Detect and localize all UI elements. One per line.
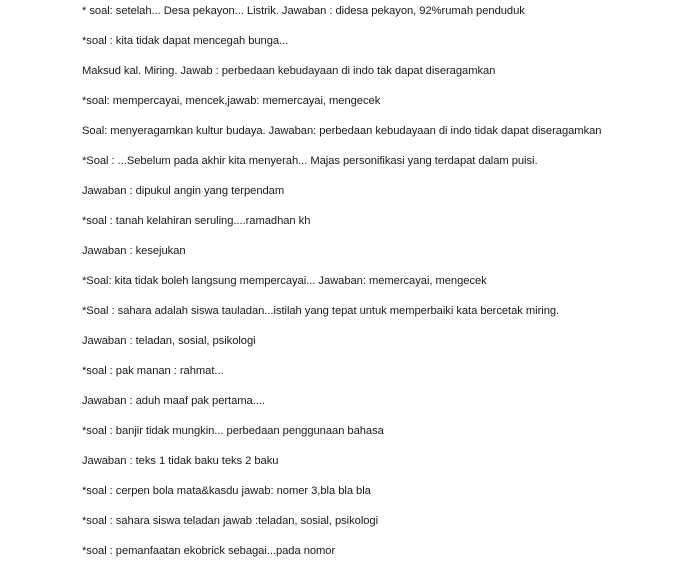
text-line: *soal : sahara siswa teladan jawab :teladan, sosial, psikologi <box>82 515 379 527</box>
text-line: Soal: menyeragamkan kultur budaya. Jawaban: perbedaan kebudayaan di indo tidak dapat diseragamkan <box>82 125 602 137</box>
text-line: *soal : tanah kelahiran seruling....ramadhan kh <box>82 215 311 227</box>
text-line: *Soal : sahara adalah siswa tauladan...istilah yang tepat untuk memperbaiki kata bercetak miring. <box>82 305 560 317</box>
text-line: *soal : pak manan : rahmat... <box>82 365 224 377</box>
text-line: *soal : cerpen bola mata&kasdu jawab: nomer 3,bla bla bla <box>82 485 371 497</box>
text-line: *Soal : ...Sebelum pada akhir kita menyerah... Majas personifikasi yang terdapat dalam puisi. <box>82 155 538 167</box>
text-line: Jawaban : teladan, sosial, psikologi <box>82 335 256 347</box>
text-line: Jawaban : kesejukan <box>82 245 186 257</box>
text-line: *Soal: kita tidak boleh langsung mempercayai... Jawaban: memercayai, mengecek <box>82 275 487 287</box>
text-line: *soal : pemanfaatan ekobrick sebagai...pada nomor <box>82 545 336 557</box>
text-line: Jawaban : dipukul angin yang terpendam <box>82 185 285 197</box>
text-line: Maksud kal. Miring. Jawab : perbedaan kebudayaan di indo tak dapat diseragamkan <box>82 65 496 77</box>
text-line: * soal: setelah... Desa pekayon... Listrik. Jawaban : didesa pekayon, 92%rumah penduduk <box>82 5 525 17</box>
text-line: *soal : banjir tidak mungkin... perbedaan penggunaan bahasa <box>82 425 384 437</box>
text-line: *soal: mempercayai, mencek,jawab: memercayai, mengecek <box>82 95 381 107</box>
text-line: Jawaban : aduh maaf pak pertama.... <box>82 395 265 407</box>
text-line: *soal : kita tidak dapat mencegah bunga... <box>82 35 289 47</box>
text-line: Jawaban : teks 1 tidak baku teks 2 baku <box>82 455 279 467</box>
